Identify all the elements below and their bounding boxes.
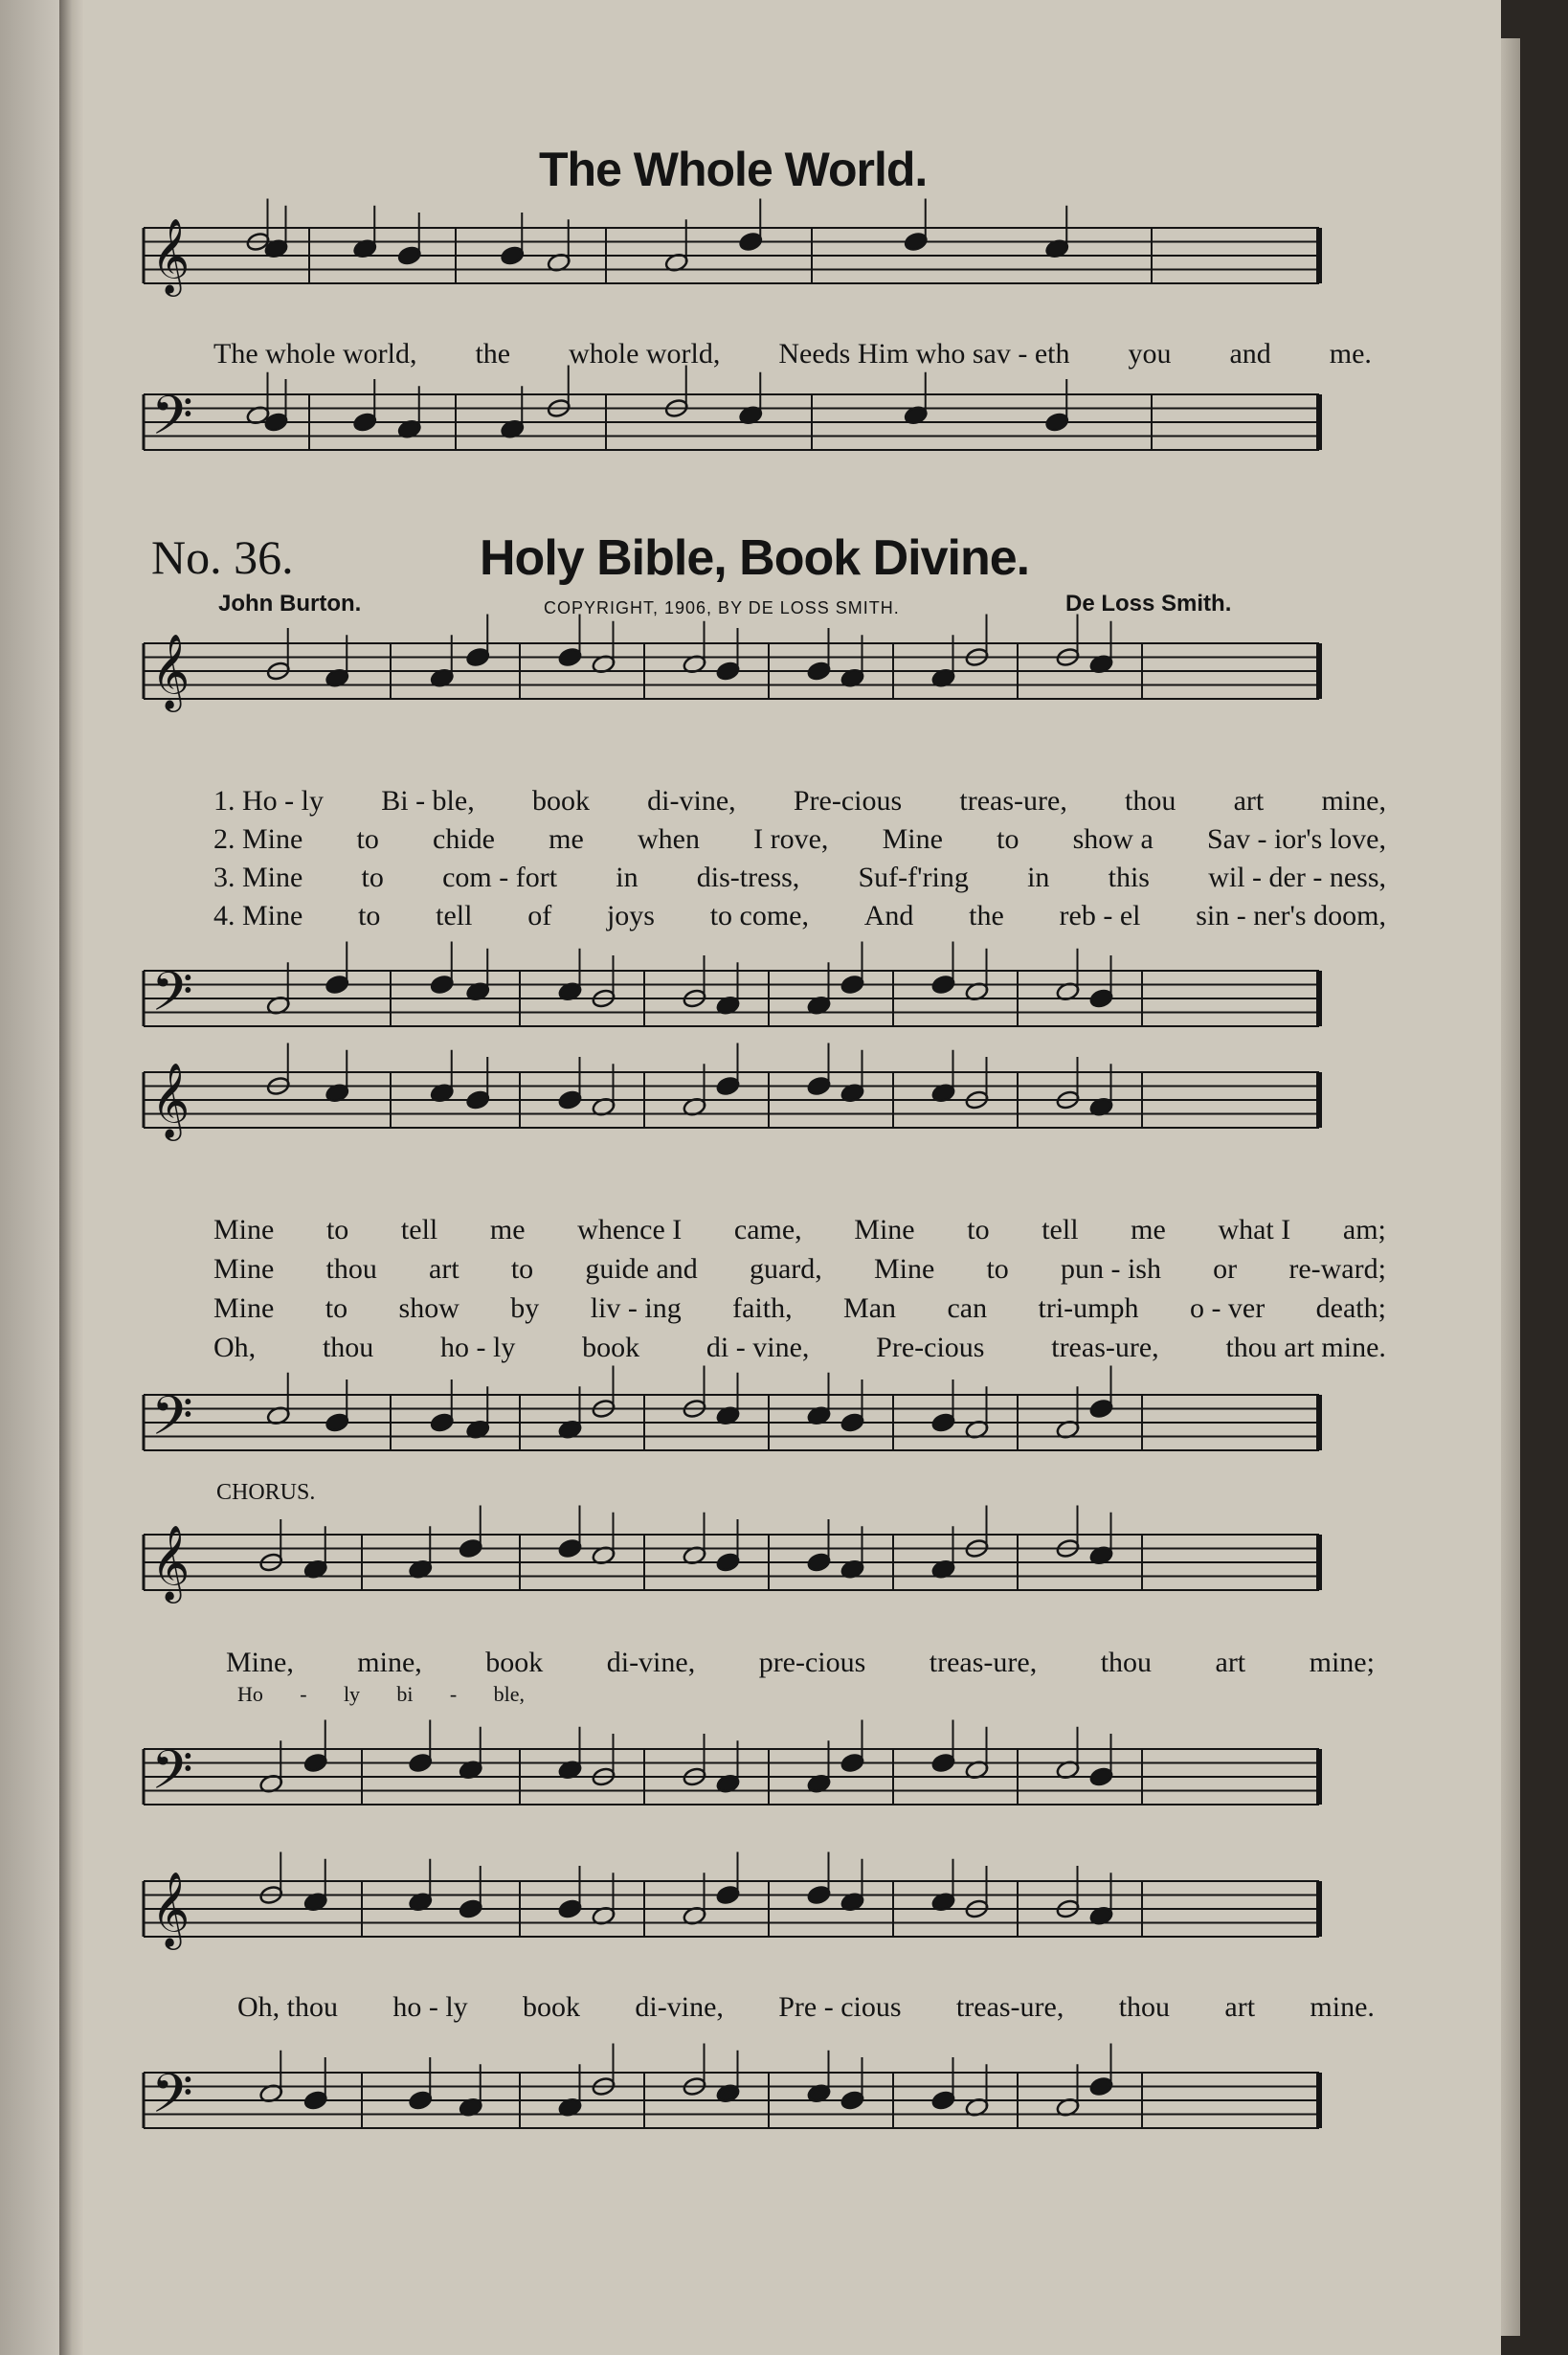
lyric-word: faith, [732,1292,793,1324]
lyric-word: or [1213,1253,1238,1285]
lyric-word: ble, [493,1682,525,1706]
lyric-word: mine. [1310,1991,1375,2023]
lyric-word: mine, [1321,785,1386,817]
lyric-word: and [1229,338,1271,370]
verse-3-line-b [213,1292,1386,1325]
lyric-word: di - vine, [706,1332,810,1363]
lyric-word: show a [1072,823,1154,855]
lyric-word: tell [436,900,473,931]
lyric-word: Oh, thou [237,1991,338,2023]
lyric-word: to [358,900,381,931]
lyric-word: tell [400,1214,438,1245]
lyric-word: Pre-cious [793,785,903,817]
verse-2-line-b [213,1253,1386,1286]
lyric-word: in [616,862,638,893]
lyric-word: joys [606,900,655,931]
lyric-word: And [863,900,914,931]
lyric-word: book [531,785,590,817]
lyric-word: to [997,823,1019,855]
lyric-word: thou [1100,1647,1153,1678]
hymnal-page [84,0,1501,2355]
lyric-word: to [356,823,379,855]
lyric-word: re-ward; [1288,1253,1386,1285]
lyric-word: treas-ure, [1051,1332,1159,1363]
lyric-word: to come, [709,900,809,931]
lyric-word: thou [1125,785,1176,817]
lyric-word: me [489,1214,526,1245]
lyric-word: Suf-f'ring [858,862,969,893]
lyric-word: treas-ure, [959,785,1067,817]
lyric-word: guard, [749,1253,822,1285]
lyric-word: pre-cious [758,1647,866,1678]
lyric-word: di-vine, [635,1991,724,2023]
book-spine [59,0,84,2355]
lyric-word: art [1233,785,1265,817]
lyric-word: of [527,900,552,931]
lyric-word: death; [1315,1292,1386,1324]
lyric-word: book [485,1647,544,1678]
lyric-word: came, [733,1214,802,1245]
lyric-word: thou [1118,1991,1171,2023]
lyric-word: to [510,1253,534,1285]
verse-4-line-b [213,1332,1386,1364]
lyric-word: guide and [585,1253,698,1285]
song-title-whole-world: The Whole World. [539,143,928,196]
lyric-word: to [325,1292,348,1324]
lyric-word: Ho [237,1682,263,1706]
lyric-word: 3. Mine [213,862,303,893]
lyric-word: ho - ly [392,1991,468,2023]
lyric-word: thou art mine. [1225,1332,1386,1363]
composer-credit: De Loss Smith. [1065,591,1232,617]
author-credit: John Burton. [218,591,362,617]
lyric-word: ly [343,1682,361,1706]
lyric-word: Pre-cious [876,1332,985,1363]
bass-clef-icon: 𝄢 [151,385,193,460]
lyric-word: The whole world, [213,338,417,370]
lyric-word: in [1027,862,1050,893]
bass-clef-icon: 𝄢 [151,1739,193,1815]
lyric-word: mine, [357,1647,422,1678]
lyric-word: Mine [213,1292,275,1324]
lyric-word: Needs Him who sav - eth [778,338,1070,370]
lyric-word: ho - ly [440,1332,516,1363]
lyric-word: 2. Mine [213,823,303,855]
lyric-word: the [475,338,511,370]
bass-clef-icon: 𝄢 [151,1385,193,1461]
lyric-word: Mine [213,1253,275,1285]
lyric-word: Oh, [213,1332,257,1363]
lyric-word: treas-ure, [955,1991,1064,2023]
lyric-word: when [637,823,700,855]
lyric-word: Bi - ble, [381,785,475,817]
lyric-word: whole world, [569,338,721,370]
lyric-word: thou [322,1332,374,1363]
lyric-word: Mine, [226,1647,294,1678]
treble-clef-icon: 𝄞 [151,1872,190,1947]
verse-2-line-a [213,823,1386,856]
lyric-word: book [523,1991,581,2023]
lyric-word: you [1128,338,1172,370]
lyric-word: mine; [1309,1647,1375,1678]
lyric-word: art [1224,1991,1256,2023]
lyric-word: Man [843,1292,897,1324]
chorus-alto-line [237,1682,525,1707]
verse-4-line-a [213,900,1386,932]
lyric-word: - [300,1682,307,1706]
bass-clef-icon: 𝄢 [151,961,193,1037]
lyric-word: Mine [854,1214,915,1245]
lyric-word: treas-ure, [929,1647,1038,1678]
lyric-word: chide [433,823,495,855]
lyric-word: pun - ish [1060,1253,1161,1285]
verse-1-line-b [213,1214,1386,1246]
lyric-word: to [986,1253,1009,1285]
lyric-word: can [947,1292,988,1324]
treble-clef-icon: 𝄞 [151,634,190,709]
lyric-word: Sav - ior's love, [1206,823,1386,855]
lyric-word: to [967,1214,990,1245]
lyric-word: dis-tress, [696,862,800,893]
lyric-word: o - ver [1189,1292,1266,1324]
lyric-word: art [429,1253,459,1285]
lyric-word: di-vine, [606,1647,696,1678]
lyric-word: thou [325,1253,377,1285]
lyric-word: Mine [213,1214,275,1245]
lyric-word: Pre - cious [778,1991,902,2023]
lyric-word: me. [1329,338,1372,370]
verse-1-line-a [213,785,1386,818]
lyric-word: to [361,862,384,893]
lyric-word: reb - el [1059,900,1141,931]
lyric-word: show [398,1292,459,1324]
copyright-notice: COPYRIGHT, 1906, BY DE LOSS SMITH. [544,598,900,617]
lyric-word: wil - der - ness, [1208,862,1386,893]
lyric-line-whole-world [213,338,1372,370]
lyric-word: am; [1342,1214,1386,1245]
lyric-word: the [969,900,1004,931]
lyric-word: di-vine, [647,785,736,817]
page-edge [1501,38,1520,2336]
lyric-word: 1. Ho - ly [213,785,324,817]
lyric-word: book [582,1332,640,1363]
lyric-word: this [1108,862,1150,893]
lyric-word: I rove, [753,823,829,855]
lyric-word: me [1131,1214,1166,1245]
bass-clef-icon: 𝄢 [151,2063,193,2139]
lyric-word: what I [1218,1214,1291,1245]
chorus-line-1 [226,1647,1375,1679]
lyric-word: sin - ner's doom, [1196,900,1386,931]
lyric-word: art [1215,1647,1246,1678]
chorus-label: CHORUS. [216,1480,316,1505]
treble-clef-icon: 𝄞 [151,1063,190,1138]
treble-clef-icon: 𝄞 [151,218,190,294]
lyric-word: whence I [577,1214,683,1245]
song-title-holy-bible: Holy Bible, Book Divine. [480,530,1030,586]
lyric-word: bi [396,1682,414,1706]
hymn-number: No. 36. [151,530,294,584]
lyric-word: to [325,1214,349,1245]
lyric-word: me [549,823,584,855]
lyric-word: 4. Mine [213,900,303,931]
lyric-word: by [510,1292,540,1324]
facing-page-margin [0,0,59,2355]
lyric-word: tell [1042,1214,1079,1245]
lyric-word: Mine [882,823,943,855]
lyric-word: Mine [873,1253,935,1285]
lyric-word: tri-umph [1038,1292,1139,1324]
lyric-word: com - fort [442,862,558,893]
chorus-line-2 [237,1991,1375,2024]
lyric-word: - [449,1682,458,1706]
treble-clef-icon: 𝄞 [151,1525,190,1601]
lyric-word: liv - ing [590,1292,682,1324]
verse-3-line-a [213,862,1386,894]
